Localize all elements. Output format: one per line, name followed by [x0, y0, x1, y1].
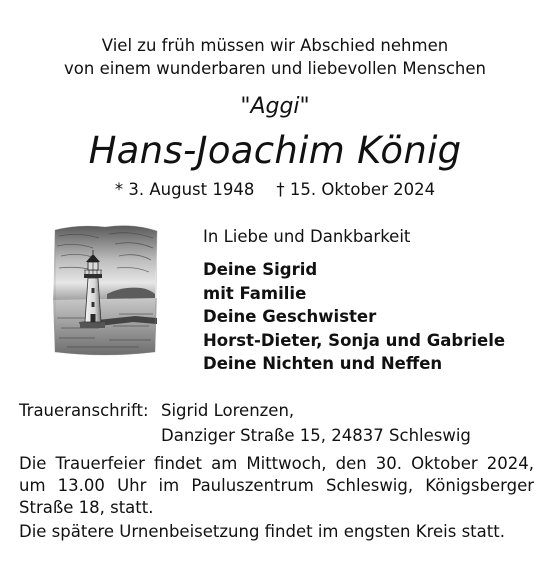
deceased-name: Hans-Joachim König — [88, 129, 462, 172]
mourner-name: mit Familie — [203, 283, 307, 303]
mourner-name: Horst-Dieter, Sonja und Gabriele — [203, 330, 506, 350]
address-label: Traueranschrift: — [19, 401, 149, 420]
address-line-1: Sigrid Lorenzen, — [161, 401, 295, 420]
life-dates — [0, 178, 550, 202]
intro-text — [0, 34, 550, 80]
lighthouse-icon — [49, 222, 161, 360]
ceremony-info — [19, 453, 534, 543]
intro-line-2: von einem wunderbaren und liebevollen Menschen — [64, 59, 486, 78]
address-line-2: Danziger Straße 15, 24837 Schleswig — [161, 426, 471, 445]
mourner-name: Deine Nichten und Neffen — [203, 354, 443, 373]
mourner-name: Deine Geschwister — [203, 307, 377, 326]
burial-paragraph: Die spätere Urnenbeisetzung findet im engsten Kreis statt. — [19, 522, 505, 541]
mourners-block — [203, 226, 543, 376]
mourner-name: Deine Sigrid — [203, 260, 318, 279]
intro-line-1: Viel zu früh müssen wir Abschied nehmen — [101, 36, 449, 55]
ceremony-paragraph: Die Trauerfeier findet am Mittwoch, den 30. Oktober 2024, um 13.00 Uhr im Pauluszentrum Schleswig, Königsberger Straße 18, statt. — [19, 454, 534, 517]
nickname: "Aggi" — [240, 94, 310, 119]
mourners-lead: In Liebe und Dankbarkeit — [203, 227, 411, 246]
birth-date: * 3. August 1948 — [114, 180, 255, 199]
death-date: † 15. Oktober 2024 — [276, 180, 436, 199]
